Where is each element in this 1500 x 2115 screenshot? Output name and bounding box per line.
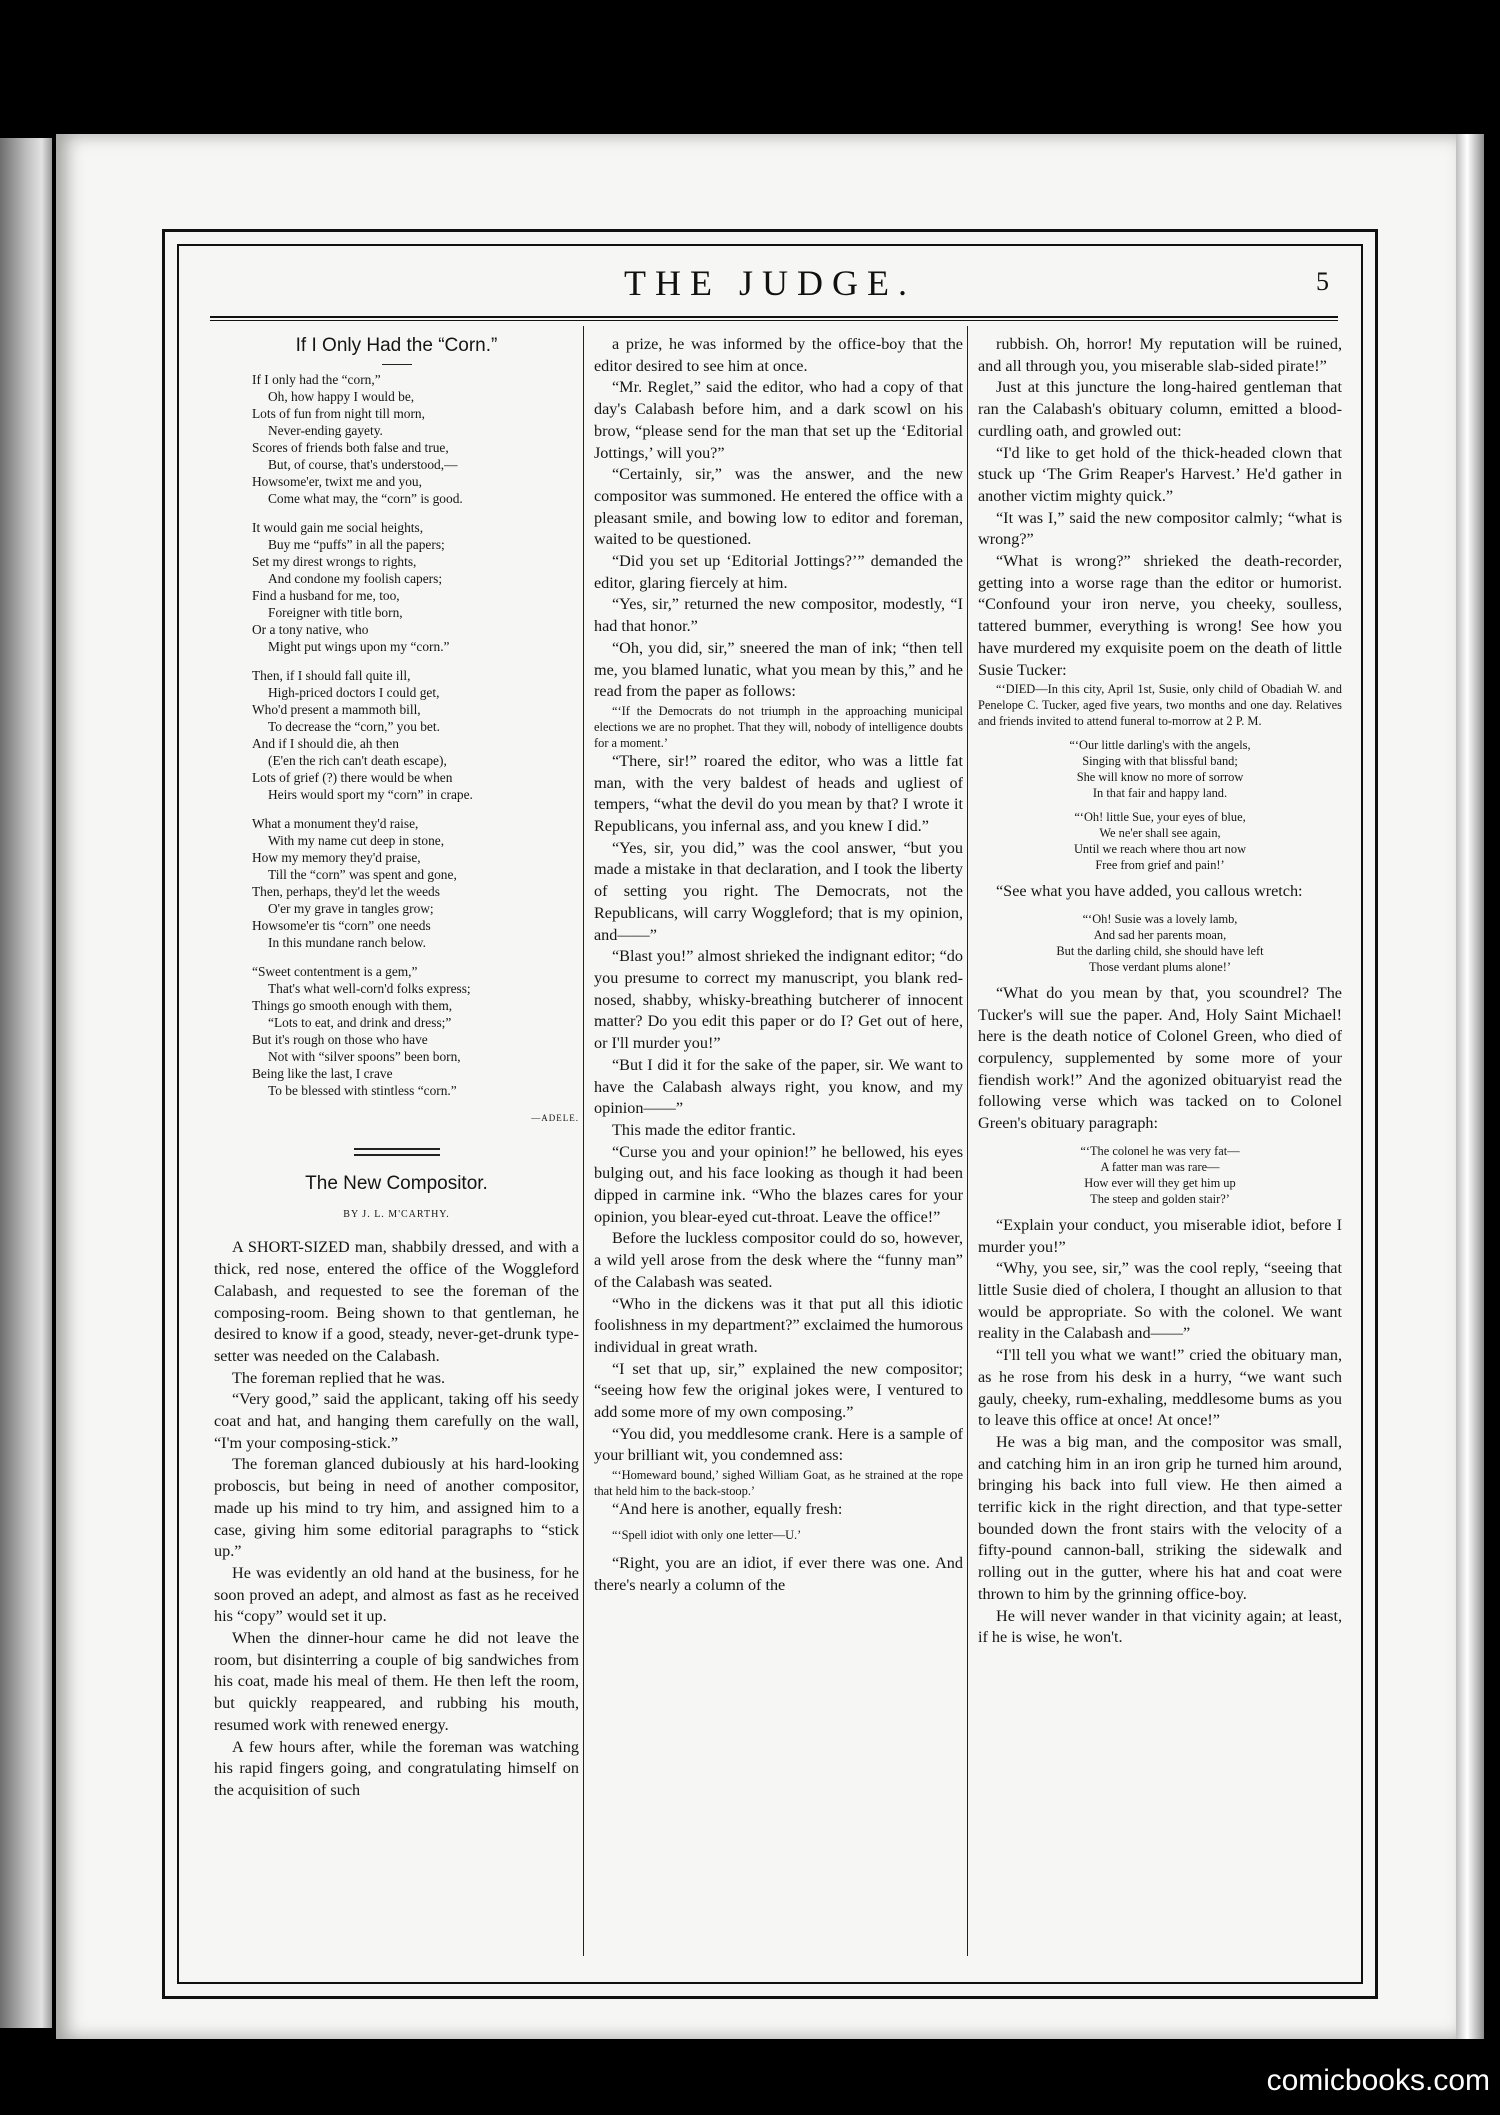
- quote-goat: “‘Homeward bound,’ sighed William Goat, as he strained at the rope that held him to the back-stoop.’: [594, 1468, 963, 1499]
- story-paragraph: “Why, you see, sir,” was the cool reply, “seeing that little Susie died of cholera, I thought an allusion to that would be appropriate. So with the colonel. We want reality in the Calabash and——”: [978, 1259, 1342, 1343]
- verse-line: Until we reach where thou art now: [1073, 842, 1247, 857]
- poem-line: And condone my foolish capers;: [268, 571, 443, 586]
- column-1: [214, 334, 579, 1960]
- poem-line: Then, if I should fall quite ill,: [252, 668, 411, 683]
- poem-line: “Lots to eat, and drink and dress;”: [268, 1015, 452, 1030]
- poem-line: Then, perhaps, they'd let the weeds: [252, 884, 440, 899]
- story-line-another: “And here is another, equally fresh:: [612, 1500, 843, 1519]
- story-part-2b: [594, 751, 963, 1467]
- obituary-notice: “‘DIED—In this city, April 1st, Susie, only child of Obadiah W. and Penelope C. Tucker, aged five years, two months and one day. Relatives and friends invited to attend funeral to-morrow at 2 P. M.: [978, 682, 1342, 729]
- poem-line: Howsome'er, twixt me and you,: [252, 474, 422, 489]
- story-paragraph: rubbish. Oh, horror! My reputation will be ruined, and all through you, you miserable slab-sided pirate!”: [978, 335, 1342, 375]
- story-paragraph: a prize, he was informed by the office-boy that the editor desired to see him at once.: [594, 335, 963, 375]
- poem-line: With my name cut deep in stone,: [268, 833, 445, 848]
- poem-line: Lots of grief (?) there would be when: [252, 770, 453, 785]
- story-paragraph: “Blast you!” almost shrieked the indignant editor; “do you presume to correct my manuscript, you blank red-nosed, shabby, whisky-breathing butcherer of innocent matter? Do you edit this paper or do I? Get out of here, or I'll murder you!”: [594, 947, 963, 1053]
- story-paragraph: “What do you mean by that, you scoundrel? The Tucker's will sue the paper. And, Holy Saint Michael! here is the death notice of Colonel Green, who died of corpulency, supplemented by some more of your fiendish work!” And the agonized obituaryist read the following verse which was tacked on to Colonel Green's obituary paragraph:: [978, 983, 1342, 1133]
- story-paragraph: “You did, you meddlesome crank. Here is a sample of your brilliant wit, you condemned ass:: [594, 1424, 963, 1465]
- story-part-3c: [978, 983, 1342, 1135]
- title-rule: [382, 364, 412, 365]
- poem-line: Who'd present a mammoth bill,: [252, 702, 421, 717]
- poem-line: Till the “corn” was spent and gone,: [268, 867, 457, 882]
- column-2: [594, 334, 963, 1960]
- verse-line: In that fair and happy land.: [1092, 786, 1228, 801]
- poem-stanza: [252, 815, 579, 951]
- story-paragraph: “Yes, sir,” returned the new compositor, modestly, “I had that honor.”: [594, 595, 963, 636]
- poem-line: Howsome'er tis “corn” one needs: [252, 918, 431, 933]
- poem-line: It would gain me social heights,: [252, 520, 424, 535]
- poem-line: How my memory they'd praise,: [252, 850, 421, 865]
- poem-line: In this mundane ranch below.: [268, 935, 426, 950]
- poem-line: Come what may, the “corn” is good.: [268, 491, 463, 506]
- verse-line: Those verdant plums alone!’: [1088, 959, 1232, 974]
- quote-democrats: “‘If the Democrats do not triumph in the approaching municipal elections we are no prophet. That they will, nobody of intelligence doubts for a moment.’: [594, 703, 963, 750]
- verse-line: She will know no more of sorrow: [1076, 770, 1244, 785]
- story-paragraph: “Very good,” said the applicant, taking off his seedy coat and hat, and hanging them carefully on the wall, “I'm your composing-stick.”: [214, 1390, 579, 1452]
- poem-line: Being like the last, I crave: [252, 1066, 393, 1081]
- poem-line: Scores of friends both false and true,: [252, 440, 449, 455]
- story-title: The New Compositor.: [305, 1172, 488, 1194]
- verse-line: “‘Oh! Susie was a lovely lamb,: [1082, 911, 1238, 926]
- story-paragraph: The foreman glanced dubiously at his hard-looking proboscis, but being in need of another compositor, made up his mind to try him, and assigned him to a case, giving him some editorial paragraphs to “stick up.”: [214, 1455, 579, 1561]
- story-part-3d: [978, 1215, 1342, 1649]
- story-paragraph: “Curse you and your opinion!” he bellowed, his eyes bulging out, and his face looking as though it had been dipped in carmine ink. “Who the blazes cares for your opinion, you blear-eyed cut-throat. Leave the office!”: [594, 1142, 963, 1226]
- poem-stanza: [252, 963, 579, 1099]
- poem-body: [214, 371, 579, 1099]
- story-paragraph: He was evidently an old hand at the business, for he soon proved an adept, and almost as fast as he received his “copy” would set it up.: [214, 1563, 579, 1626]
- watermark-text: comicbooks.com: [1266, 2064, 1490, 2097]
- poem-stanza: [252, 519, 579, 655]
- masthead-title: THE JUDGE.: [624, 263, 916, 303]
- story-part-3a: [978, 334, 1342, 681]
- story-paragraph: A SHORT-SIZED man, shabbily dressed, and with a thick, red nose, entered the office of the Woggleford Calabash, and requested to see the foreman of the composing-room. Being shown to that gentleman, he desired to know if a good, steady, never-get-drunk type-setter was needed on the Calabash.: [214, 1238, 579, 1365]
- story-line-right: “Right, you are an idiot, if ever there was one. And there's nearly a column of the: [594, 1553, 963, 1594]
- story-part-1: [214, 1237, 579, 1801]
- poem-line: But, of course, that's understood,—: [268, 457, 458, 472]
- story-paragraph: Before the luckless compositor could do so, however, a wild yell arose from the desk where the “funny man” of the Calabash was seated.: [594, 1229, 963, 1291]
- poem-line: Heirs would sport my “corn” in crape.: [268, 787, 473, 802]
- story-paragraph: “There, sir!” roared the editor, who was a little fat man, with the very baldest of heads and ugliest of tempers, “what the devil do you mean by that? I wrote it Republicans, you infernal ass, and you knew I did.”: [594, 751, 963, 836]
- section-divider: [354, 1148, 440, 1156]
- poem-line: Might put wings upon my “corn.”: [268, 639, 450, 654]
- poem-line: Lots of fun from night till morn,: [252, 406, 425, 421]
- story-paragraph: “Certainly, sir,” was the answer, and the new compositor was summoned. He entered the office with a pleasant smile, and bowing low to editor and foreman, waited to be questioned.: [594, 465, 963, 549]
- poem-line: To decrease the “corn,” you bet.: [268, 719, 440, 734]
- story-paragraph: “I set that up, sir,” explained the new compositor; “seeing how few the original jokes were, I ventured to add some more of my own composing.”: [594, 1359, 963, 1422]
- poem-line: Or a tony native, who: [252, 622, 369, 637]
- poem-line: “Sweet contentment is a gem,”: [252, 964, 418, 979]
- poem-line: O'er my grave in tangles grow;: [268, 901, 434, 916]
- poem-signature: —ADELE.: [531, 1113, 579, 1123]
- story-paragraph: “Explain your conduct, you miserable idiot, before I murder you!”: [978, 1215, 1342, 1256]
- poem-line: Find a husband for me, too,: [252, 588, 400, 603]
- story-paragraph: “Who in the dickens was it that put all this idiotic foolishness in my department?” exclaimed the humorous individual in great wrath.: [594, 1294, 963, 1356]
- poem-line: And if I should die, ah then: [252, 736, 399, 751]
- header-rule: [210, 316, 1338, 321]
- verse-line: “‘Our little darling's with the angels,: [1069, 738, 1251, 753]
- poem-line: What a monument they'd raise,: [252, 816, 419, 831]
- obituary-verse-sue: [978, 809, 1342, 873]
- poem-title: If I Only Had the “Corn.”: [295, 335, 498, 356]
- story-paragraph: He will never wander in that vicinity again; at least, if he is wise, he won't.: [978, 1606, 1342, 1647]
- column-rule-2: [967, 326, 968, 1956]
- story-line-added: “See what you have added, you callous wretch:: [996, 882, 1303, 901]
- page-number: 5: [1316, 267, 1329, 296]
- poem-line: Oh, how happy I would be,: [268, 389, 415, 404]
- quote-idiot: “‘Spell idiot with only one letter—U.’: [612, 1527, 802, 1542]
- story-paragraph: “Mr. Reglet,” said the editor, who had a copy of that day's Calabash before him, and a dark scowl on his brow, “please send for the man that set up the ‘Editorial Jottings,’ will you?”: [594, 378, 963, 462]
- adjacent-page-edge: [0, 138, 52, 2028]
- verse-line: We ne'er shall see again,: [1099, 826, 1221, 841]
- story-paragraph: “But I did it for the sake of the paper, sir. We want to have the Calabash always right, you know, and my opinion——”: [594, 1055, 963, 1118]
- column-rule-1: [583, 326, 584, 1956]
- column-3: [978, 334, 1342, 1960]
- poem-line: To be blessed with stintless “corn.”: [268, 1083, 457, 1098]
- verse-line: And sad her parents moan,: [1093, 927, 1227, 942]
- verse-line: A fatter man was rare—: [1100, 1159, 1220, 1174]
- poem-line: Foreigner with title born,: [268, 605, 403, 620]
- poem-line: That's what well-corn'd folks express;: [268, 981, 471, 996]
- poem-line: Not with “silver spoons” been born,: [268, 1049, 461, 1064]
- page-binding-edge: [1456, 134, 1484, 2039]
- story-paragraph: The foreman replied that he was.: [232, 1368, 446, 1387]
- poem-line: Buy me “puffs” in all the papers;: [268, 537, 445, 552]
- poem-stanza: [252, 667, 579, 803]
- verse-line: How ever will they get him up: [1084, 1175, 1236, 1190]
- obituary-verse-colonel: [978, 1143, 1342, 1207]
- story-paragraph: “Yes, sir, you did,” was the cool answer, “but you made a mistake in that declaration, and I took the liberty of setting you right. The Democrats, not the Republicans, will carry Woggleford; that is my opinion, and——”: [594, 838, 963, 944]
- poem-line: But it's rough on those who have: [252, 1032, 428, 1047]
- verse-line: Singing with that blissful band;: [1082, 754, 1238, 769]
- story-paragraph: “I'll tell you what we want!” cried the obituary man, as he rose from his desk in a hurry, “we want such gauly, cheeky, rum-exhaling, meddlesome bums as you to leave this office at once! At once!”: [978, 1346, 1342, 1430]
- story-paragraph: He was a big man, and the compositor was small, and catching him in an iron grip he turned him around, bringing his back into full view. He then aimed a terrific kick in the right direction, and that type-setter bounded down the front stairs with the velocity of a fifty-pound cannon-ball, striking the sidewalk and rolling out in the gutter, where his hat and coat were thrown to him by the grinning office-boy.: [978, 1432, 1342, 1603]
- story-paragraph: “Did you set up ‘Editorial Jottings?’” demanded the editor, glaring fiercely at him.: [594, 552, 963, 592]
- story-part-2a: [594, 334, 963, 703]
- verse-line: Free from grief and pain!’: [1095, 858, 1225, 873]
- poem-line: If I only had the “corn,”: [252, 372, 381, 387]
- poem-line: Set my direst wrongs to rights,: [252, 554, 417, 569]
- poem-line: High-priced doctors I could get,: [268, 685, 440, 700]
- story-paragraph: Just at this juncture the long-haired gentleman that ran the Calabash's obituary column, emitted a blood-curdling oath, and growled out:: [978, 378, 1342, 440]
- story-paragraph: When the dinner-hour came he did not leave the room, but disinterring a couple of big sandwiches from his coat, made his meal of them. He then left the room, but quickly reappeared, and rubbing his mouth, resumed work with renewed energy.: [214, 1629, 579, 1734]
- obituary-verse-angels: [978, 737, 1342, 801]
- poem-line: Things go smooth enough with them,: [252, 998, 453, 1013]
- verse-line: “‘Oh! little Sue, your eyes of blue,: [1074, 810, 1246, 825]
- obituary-verse-lamb: [978, 911, 1342, 975]
- story-paragraph: This made the editor frantic.: [612, 1120, 796, 1139]
- verse-line: The steep and golden stair?’: [1090, 1191, 1230, 1206]
- verse-line: “‘The colonel he was very fat—: [1080, 1143, 1240, 1158]
- verse-line: But the darling child, she should have left: [1056, 943, 1264, 958]
- poem-stanza: [252, 371, 579, 507]
- story-paragraph: “Oh, you did, sir,” sneered the man of ink; “then tell me, you blamed lunatic, what you mean by this,” and he read from the paper as follows:: [594, 638, 963, 701]
- story-byline: BY J. L. M'CARTHY.: [343, 1208, 450, 1220]
- story-paragraph: “I'd like to get hold of the thick-headed clown that stuck up ‘The Grim Reaper's Harvest.’ He'd gather in another victim mighty quick.”: [978, 443, 1342, 505]
- story-paragraph: A few hours after, while the foreman was watching his rapid fingers going, and congratulating himself on the acquisition of such: [214, 1737, 579, 1799]
- story-paragraph: “What is wrong?” shrieked the death-recorder, getting into a worse rage than the editor or humorist. “Confound your iron nerve, you cheeky, soulless, tattered bummer, everything is wrong! See how you have murdered my exquisite poem on the death of little Susie Tucker:: [978, 552, 1342, 679]
- story-paragraph: “It was I,” said the new compositor calmly; “what is wrong?”: [978, 508, 1342, 549]
- poem-line: Never-ending gayety.: [268, 423, 383, 438]
- poem-line: (E'en the rich can't death escape),: [268, 753, 447, 768]
